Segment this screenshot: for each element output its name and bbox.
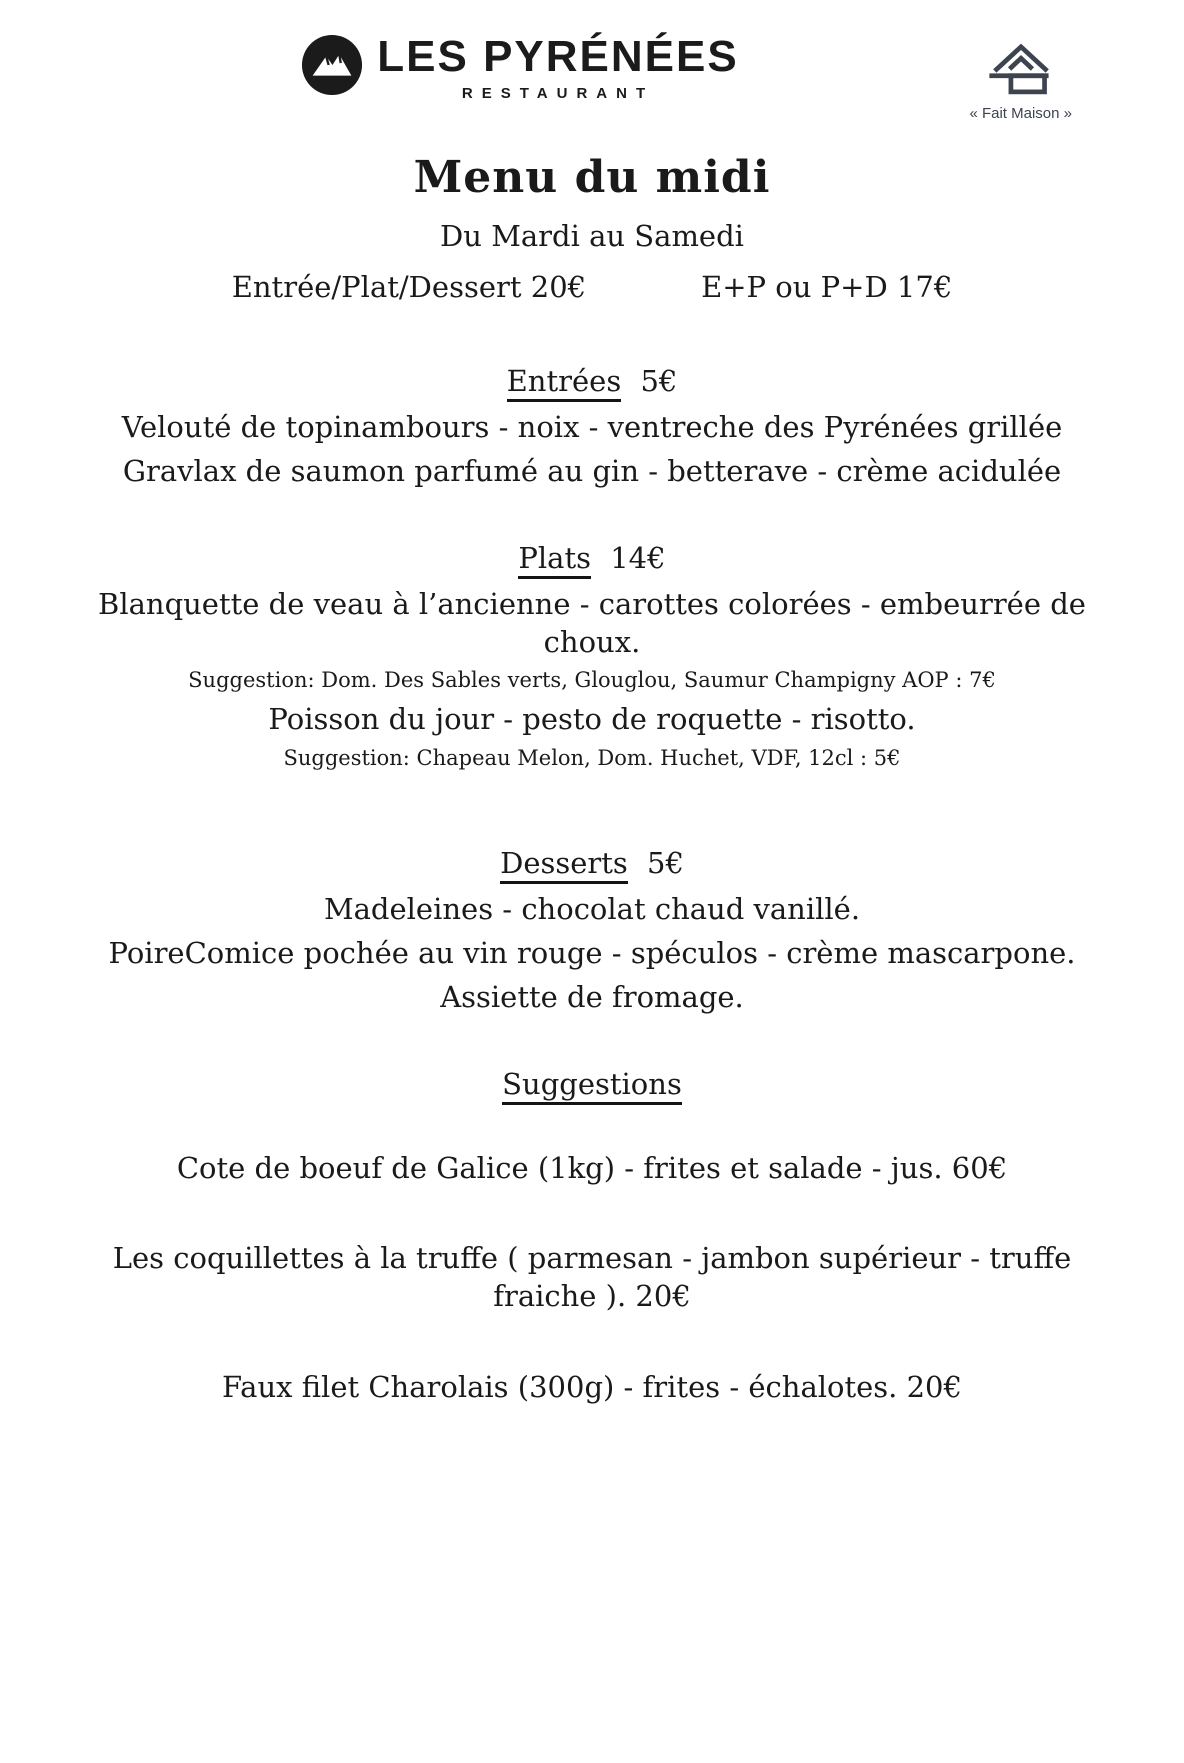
menu-item: Blanquette de veau à l’ancienne - carottes colorées - embeurrée de choux. [98,586,1086,659]
section-entrees [62,364,1122,491]
section-heading [62,846,1122,880]
section-plats [62,541,1122,772]
section-title: Suggestions [502,1067,682,1105]
section-title: Entrées [507,364,622,402]
wine-suggestion: Suggestion: Dom. Des Sables verts, Glouglou, Saumur Champigny AOP : 7€ [188,668,996,693]
formula-full: Entrée/Plat/Dessert 20€ [231,270,587,304]
menu-item: Les coquillettes à la truffe ( parmesan - jambon supérieur - truffe fraiche ). 20€ [112,1240,1072,1314]
header [0,34,1184,126]
menu-item: Assiette de fromage. [440,980,744,1015]
section-price: 14€ [610,540,666,575]
brand-logo [301,34,738,102]
menu-content [62,364,1122,1406]
mountain-circle-icon [301,34,363,96]
fait-maison-pan-roof-icon [984,40,1058,102]
section-suggestions [62,1067,1122,1406]
section-title: Desserts [500,846,628,884]
menu-item: Cote de boeuf de Galice (1kg) - frites et salade - jus. 60€ [176,1150,1008,1185]
fait-maison-badge [969,40,1072,122]
brand-text [377,34,738,102]
section-heading [62,1067,1122,1101]
section-price: 5€ [640,364,678,398]
section-title: Plats [518,541,591,579]
brand-name: LES PYRÉNÉES [377,32,739,81]
menu-title: Menu du midi [413,152,771,203]
menu-item: PoireComice pochée au vin rouge - spéculos - crème mascarpone. [108,936,1076,971]
fait-maison-label: « Fait Maison » [969,105,1072,122]
section-heading [62,364,1122,398]
section-heading [62,541,1122,575]
section-desserts [62,846,1122,1017]
section-price: 5€ [647,845,684,880]
menu-item: Faux filet Charolais (300g) - frites - échalotes. 20€ [222,1369,962,1404]
menu-item: Madeleines - chocolat chaud vanillé. [323,891,861,926]
menu-item: Velouté de topinambours - noix - ventreche des Pyrénées grillée [121,410,1063,444]
formula-prices [0,270,1184,304]
menu-item: Gravlax de saumon parfumé au gin - betterave - crème acidulée [122,454,1062,489]
formula-partial: E+P ou P+D 17€ [701,270,953,304]
menu-item: Poisson du jour - pesto de roquette - risotto. [268,702,916,737]
wine-suggestion: Suggestion: Chapeau Melon, Dom. Huchet, VDF, 12cl : 5€ [283,745,901,770]
menu-subtitle: Du Mardi au Samedi [440,219,744,253]
brand-subtitle: RESTAURANT [461,85,655,103]
